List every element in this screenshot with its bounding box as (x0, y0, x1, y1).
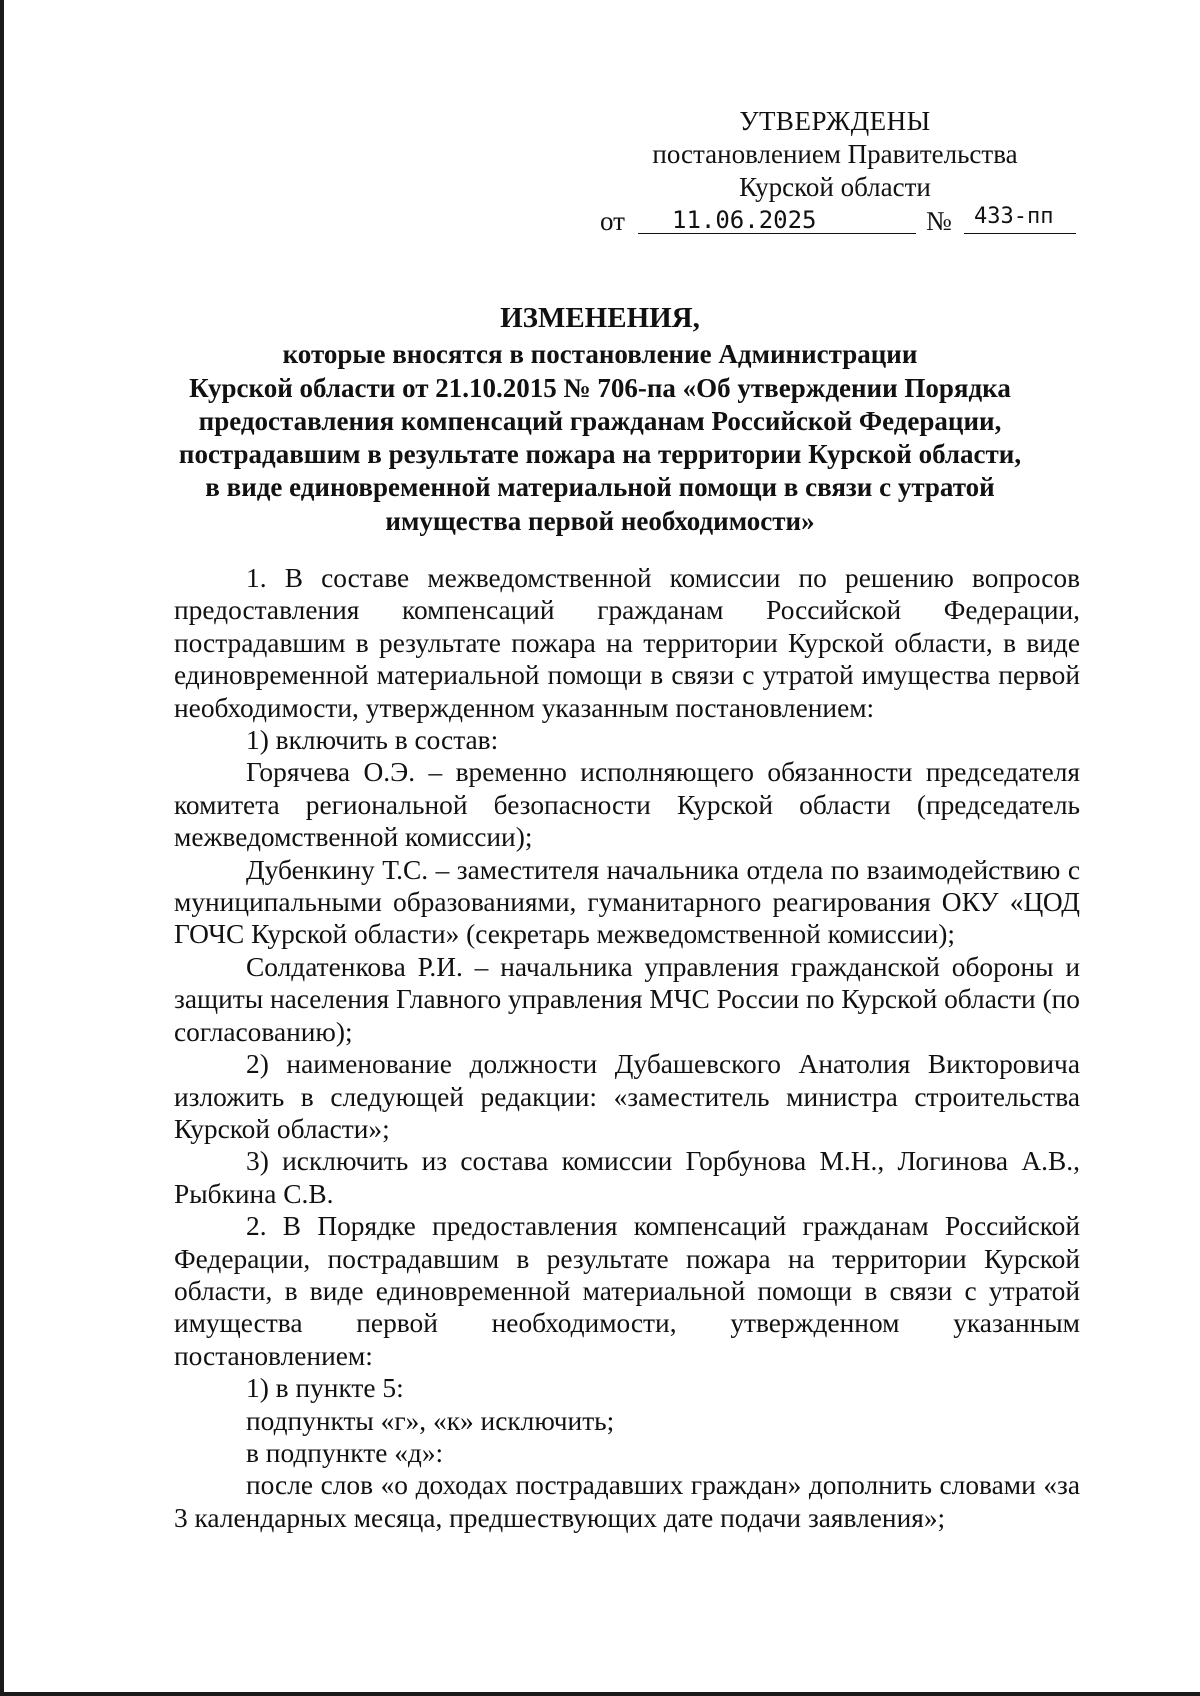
subparagraph-2-1-a: подпункты «г», «к» исключить; (246, 1405, 615, 1436)
member-soldatenkov: Солдатенкова Р.И. – начальника управления гражданской обороны и защиты населения Главного управления МЧС России по Курской области (по согласованию); (174, 951, 1080, 1047)
document-title: ИЗМЕНЕНИЯ, (500, 302, 700, 334)
subparagraph-2-1-b: в подпункте «д»: (246, 1437, 444, 1468)
approval-line-2: Курской области (739, 172, 931, 202)
scan-bottom-border (0, 1692, 1200, 1696)
approval-date: 11.06.2025 (638, 202, 916, 234)
approval-number: 433-пп (964, 202, 1076, 234)
title-line: имущества первой необходимости» (385, 505, 815, 536)
member-dubenkina: Дубенкину Т.С. – заместителя начальника отдела по взаимодействию с муниципальными образованиями, гуманитарного реагирования ОКУ «ЦОД ГОЧС Курской области» (секретарь межведомственной комиссии); (174, 854, 1080, 950)
title-line: в виде единовременной материальной помощи в связи с утратой (205, 472, 995, 503)
approval-title: УТВЕРЖДЕНЫ (739, 106, 931, 136)
title-line: пострадавшим в результате пожара на территории Курской области, (178, 439, 1022, 470)
subparagraph-1-2: 2) наименование должности Дубашевского Анатолия Викторовича изложить в следующей редакции: «заместитель министра строительства Курской области»; (174, 1049, 1080, 1144)
document-title-block (150, 302, 1050, 538)
document-body (174, 562, 1080, 1534)
paragraph-2: 2. В Порядке предоставления компенсаций гражданам Российской Федерации, пострадавшим в результате пожара на территории Курской области, в виде единовременной материальной помощи в связи с утратой имущества первой необходимости, утвержденном указанным постановлением: (174, 1211, 1080, 1371)
title-line: которые вносятся в постановление Администрации (282, 339, 918, 370)
subparagraph-1-3: 3) исключить из состава комиссии Горбунова М.Н., Логинова А.В., Рыбкина С.В. (174, 1146, 1080, 1209)
approval-reference (600, 202, 1080, 240)
subparagraph-1-1: 1) включить в состав: (246, 725, 499, 756)
number-sign: № (926, 206, 952, 236)
date-prefix: от (600, 206, 625, 236)
approval-line-1: постановлением Правительства (652, 139, 1018, 169)
subparagraph-2-1-c: после слов «о доходах пострадавших граждан» дополнить словами «за 3 календарных месяца, предшествующих дате подачи заявления»; (174, 1470, 1080, 1533)
member-goryachev: Горячева О.Э. – временно исполняющего обязанности председателя комитета региональной безопасности Курской области (председатель межведомственной комиссии); (174, 757, 1080, 853)
title-line: предоставления компенсаций гражданам Российской Федерации, (198, 405, 1002, 436)
scan-left-border (0, 0, 4, 1696)
title-line: Курской области от 21.10.2015 № 706-па «Об утверждении Порядка (189, 372, 1011, 403)
approval-stamp (590, 105, 1080, 204)
subparagraph-2-1: 1) в пункте 5: (246, 1373, 404, 1404)
paragraph-1: 1. В составе межведомственной комиссии по решению вопросов предоставления компенсаций гражданам Российской Федерации, пострадавшим в результате пожара на территории Курской области, в виде единовременной материальной помощи в связи с утратой имущества первой необходимости, утвержденном указанным постановлением: (174, 563, 1080, 723)
